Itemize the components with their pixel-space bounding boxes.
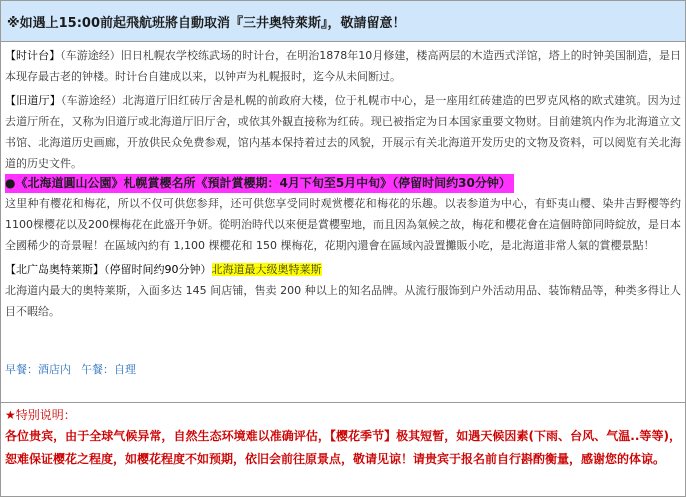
breakfast-info: 早餐：酒店内 [5, 363, 71, 376]
maruyama-heading: ●《北海道圓山公園》札幌賞櫻名所《預計賞櫻期：4月下旬至5月中旬》（停留时间约30分钟） [5, 174, 514, 193]
clock-tower-section [5, 45, 681, 87]
special-notes-text: 各位贵宾，由于全球气候异常，自然生态环境难以准确评估，【樱花季节】极其短暂，如遇天候因素(下雨、台风、气温..等等)，恕难保证樱花之程度，如樱花程度不如预期，依旧会前往原景点，敬请见谅！请贵宾于报名前自行斟酌衡量，感谢您的体谅。 [5, 429, 681, 466]
maruyama-heading-row [5, 174, 681, 193]
old-government-section [5, 90, 681, 174]
outlet-label: 【北广岛奥特莱斯】（停留时间约90分钟） [5, 263, 212, 276]
clock-tower-text: 旧日札幌农学校练武场的时计台，在明治1878年10月修建，楼高两层的木造西式洋馆，塔上的时钟美国制造，是日本现存最古老的钟楼。时计台自建成以来，以钟声为札幌报时，迄今从未间断过。 [5, 49, 682, 83]
flight-notice-text: ※如遇上15:00前起飛航班將自動取消『三井奥特萊斯』，敬請留意！ [7, 15, 406, 31]
old-government-route: （车游途经） [60, 94, 123, 107]
outlet-badge: 北海道最大级奥特莱斯 [211, 263, 322, 276]
meals-row [5, 361, 681, 379]
old-government-text: 北海道厅旧红砖厅舍是札幌的前政府大楼，位于札幌市中心，是一座用红砖建造的巴罗克风格的欧式建筑。因为过去道厅所在，又称为旧道厅或北海道厅旧厅舍，或依其外観直接称为红砖。现已被指定为日本国家重要文物财。目前建筑内作为北海道立文书馆、北海道历史画廊，开放供民众免费参观，馆内基本保持着过去的风貌，开展示有关北海道开发历史的文物及资料，可以阅览有关北海道的历史文件。 [5, 94, 682, 170]
clock-tower-label: 【时计台】 [5, 49, 61, 62]
clock-tower-route: （车游途经） [60, 49, 121, 62]
flight-notice-banner [1, 1, 685, 42]
itinerary-body [1, 42, 685, 379]
outlet-text: 北海道内最大的奥特莱斯，入面多达 145 间店铺，售卖 200 种以上的知名品牌。从流行服饰到户外活动用品、装饰精品等，种类多得让人目不暇给。 [5, 284, 681, 318]
lunch-info: 午餐：自理 [81, 363, 136, 376]
special-notes-title: ★特别说明： [5, 408, 76, 422]
special-notes [1, 402, 685, 496]
outlet-section [5, 259, 681, 280]
old-government-label: 【旧道厅】 [5, 94, 61, 107]
maruyama-text: 这里种有樱花和梅花，所以不仅可供您参拜，还可供您享受同时观赏樱花和梅花的乐趣。以表参道为中心，有虾夷山樱、染井吉野樱等约1100棵樱花以及200棵梅花在此盛开争妍。從明治時代以來便是賞櫻聖地，而且因為氣候之故，梅花和櫻花會在這個時節同時綻放，是日本全國稀少的奇景喔！在區域內約有 1,100 棵櫻花和 150 棵梅花，花期內還會在區域內設置攤販小吃，是北海道非常人氣的賞櫻景點！ [5, 197, 681, 252]
